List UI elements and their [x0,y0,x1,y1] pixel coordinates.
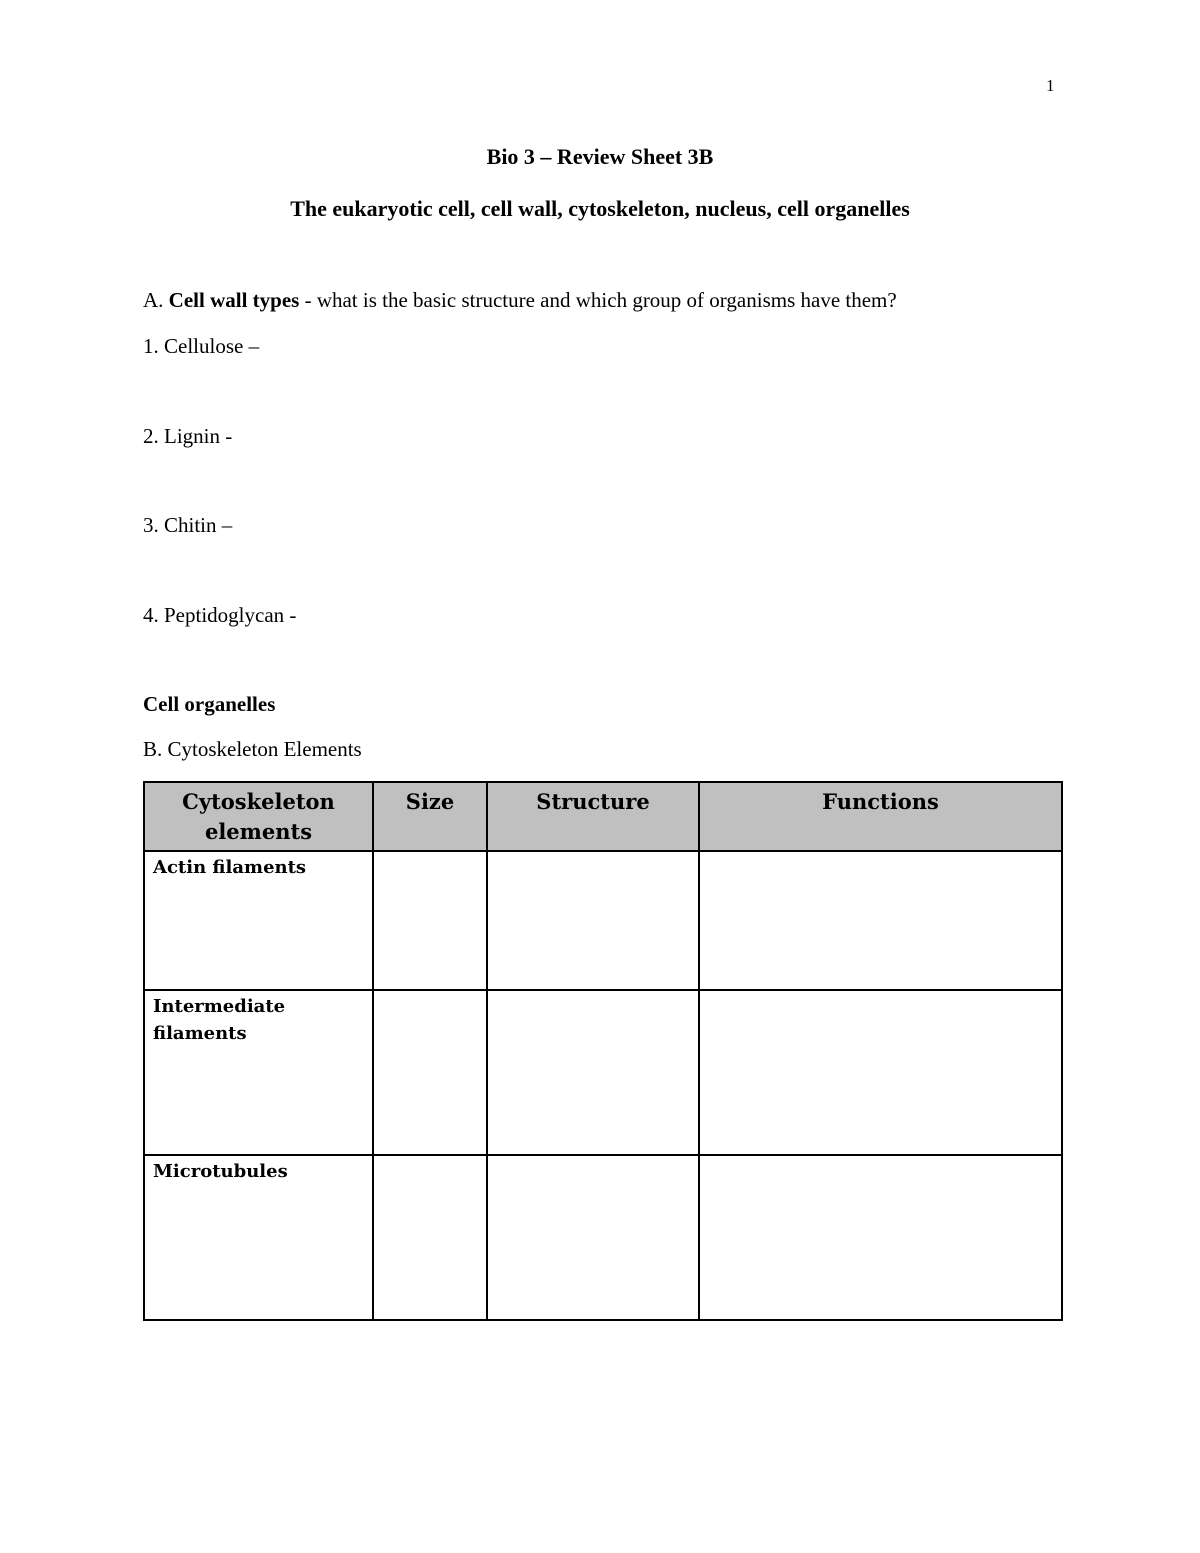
table-row [144,990,1062,1155]
cell-actin-functions[interactable] [699,851,1062,990]
section-b-label: B. Cytoskeleton Elements [143,737,362,761]
page-number: 1 [1046,76,1055,95]
row-label-actin: Actin filaments [144,851,373,990]
list-item-chitin: 3. Chitin – [143,513,233,537]
cytoskeleton-table [143,781,1063,1321]
table-header-row [144,782,1062,851]
row-label-intermediate: Intermediate filaments [144,990,373,1155]
table-row [144,1155,1062,1320]
cell-microtubules-size[interactable] [373,1155,487,1320]
cell-intermediate-functions[interactable] [699,990,1062,1155]
cell-microtubules-functions[interactable] [699,1155,1062,1320]
section-a-prefix: A. [143,288,164,312]
section-a-question-text: - what is the basic structure and which group of organisms have them? [304,288,897,312]
page-subtitle: The eukaryotic cell, cell wall, cytoskeleton, nucleus, cell organelles [290,196,910,221]
cell-microtubules-structure[interactable] [487,1155,699,1320]
organelles-heading: Cell organelles [143,692,276,716]
cell-intermediate-size[interactable] [373,990,487,1155]
table-row [144,851,1062,990]
page-title: Bio 3 – Review Sheet 3B [486,144,714,169]
cell-actin-structure[interactable] [487,851,699,990]
header-size: Size [373,782,487,851]
header-structure: Structure [487,782,699,851]
header-cytoskeleton-elements: Cytoskeleton elements [144,782,373,851]
cell-intermediate-structure[interactable] [487,990,699,1155]
cell-actin-size[interactable] [373,851,487,990]
list-item-cellulose: 1. Cellulose – [143,334,260,358]
row-label-microtubules: Microtubules [144,1155,373,1320]
header-functions: Functions [699,782,1062,851]
list-item-peptidoglycan: 4. Peptidoglycan - [143,603,297,627]
section-a-question [143,288,897,313]
list-item-lignin: 2. Lignin - [143,424,233,448]
section-a-heading: Cell wall types [168,288,300,312]
